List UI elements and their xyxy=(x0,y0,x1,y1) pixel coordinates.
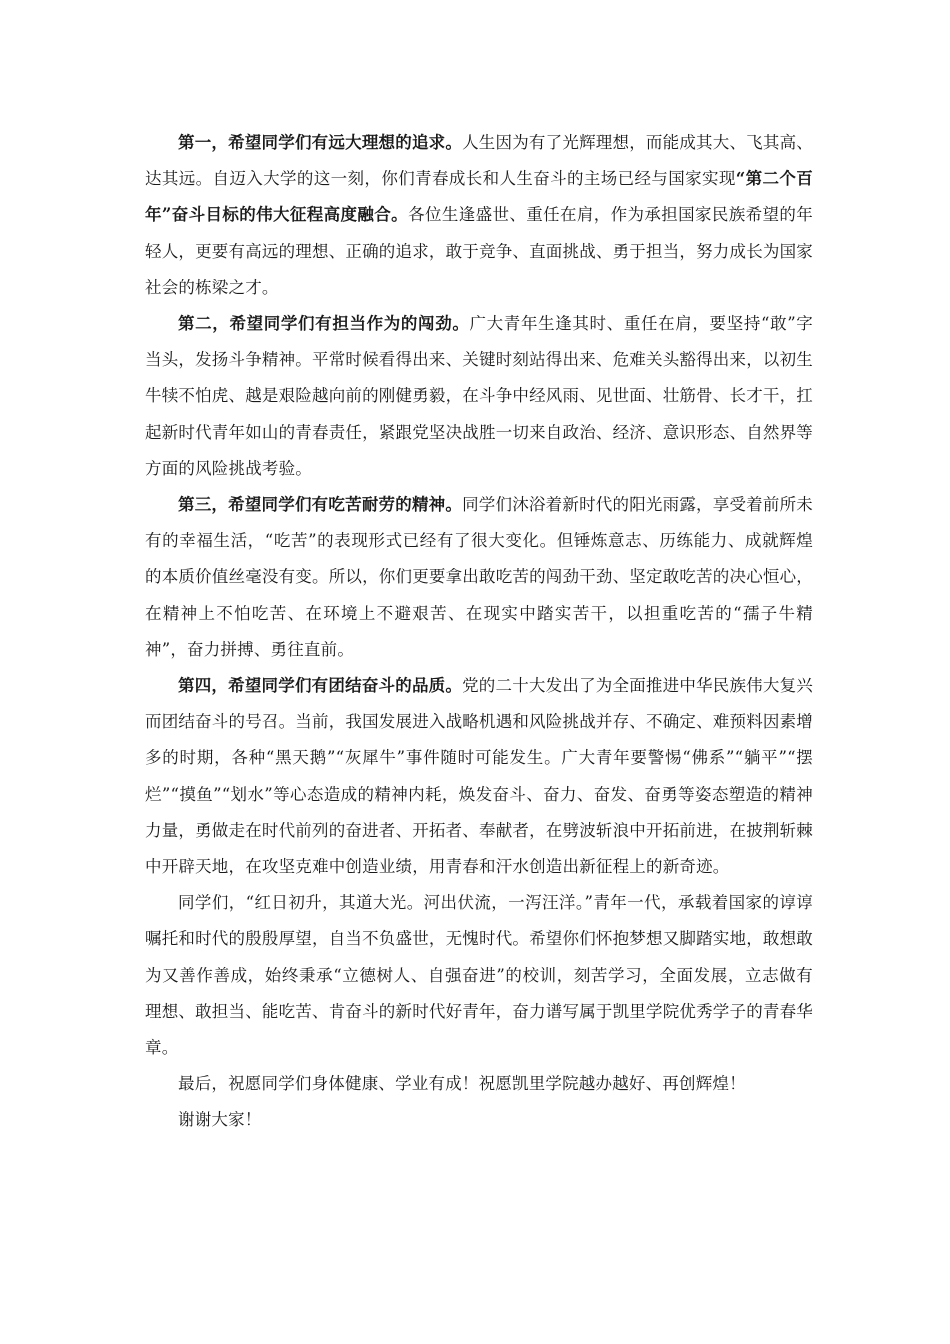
paragraph-second xyxy=(145,306,813,487)
paragraph-third xyxy=(145,487,813,668)
paragraph-text: 同学们，“红日初升，其道大光。河出伏流，一泻汪洋。”青年一代，承载着国家的谆谆嘱托和时代的殷殷厚望，自当不负盛世，无愧时代。希望你们怀抱梦想又脚踏实地，敢想敢为又善作善成，始终秉承“立德树人、自强奋进”的校训，刻苦学习，全面发展，立志做有理想、敢担当、能吃苦、肯奋斗的新时代好青年，奋力谱写属于凯里学院优秀学子的青春华章。 xyxy=(145,893,813,1058)
paragraph-text: 党的二十大发出了为全面推进中华民族伟大复兴而团结奋斗的号召。当前，我国发展进入战略机遇和风险挑战并存、不确定、难预料因素增多的时期，各种“黑天鹅”“灰犀牛”事件随时可能发生。广大青年要警惕“佛系”“躺平”“摆烂”“摸鱼”“划水”等心态造成的精神内耗，焕发奋斗、奋力、奋发、奋勇等姿态塑造的精神力量，勇做走在时代前列的奋进者、开拓者、奉献者，在劈波斩浪中开拓前进，在披荆斩棘中开辟天地，在攻坚克难中创造业绩，用青春和汗水创造出新征程上的新奇迹。 xyxy=(145,676,814,877)
paragraph-text: 各位生逢盛世、重任在肩，作为承担国家民族希望的年轻人，更要有高远的理想、正确的追求，敢于竞争、直面挑战、勇于担当，努力成长为国家社会的栋梁之才。 xyxy=(145,205,813,297)
paragraph-text: 谢谢大家！ xyxy=(178,1110,262,1130)
paragraph-heading: 第四，希望同学们有团结奋斗的品质。 xyxy=(178,676,463,696)
paragraph-heading: 第二，希望同学们有担当作为的闯劲。 xyxy=(178,314,470,334)
paragraph-fourth xyxy=(145,668,813,885)
paragraph-wishes xyxy=(145,1066,813,1102)
paragraph-text: 广大青年生逢其时、重任在肩，要坚持“敢”字当头，发扬斗争精神。平常时候看得出来、关键时刻站得出来、危难关头豁得出来，以初生牛犊不怕虎、越是艰险越向前的刚健勇毅，在斗争中经风雨、见世面、壮筋骨、长才干，扛起新时代青年如山的青春责任，紧跟党坚决战胜一切来自政治、经济、意识形态、自然界等方面的风险挑战考验。 xyxy=(145,314,813,478)
paragraph-text: 最后，祝愿同学们身体健康、学业有成！祝愿凯里学院越办越好、再创辉煌！ xyxy=(178,1074,746,1094)
paragraph-text: 同学们沐浴着新时代的阳光雨露，享受着前所未有的幸福生活，“吃苦”的表现形式已经有了很大变化。但锤炼意志、历练能力、成就辉煌的本质价值丝毫没有变。所以，你们更要拿出敢吃苦的闯劲干劲、坚定敢吃苦的决心恒心，在精神上不怕吃苦、在环境上不避艰苦、在现实中踏实苦干，以担重吃苦的“孺子牛精神”，奋力拼搏、勇往直前。 xyxy=(145,495,814,659)
document-body xyxy=(145,125,813,1139)
paragraph-first xyxy=(145,125,813,306)
paragraph-text: 人生因为有了光辉理想，而能成其大、飞其高、达其远。自迈入大学的这一刻，你们青春成长和人生奋斗的主场已经与国家实现 xyxy=(145,133,814,189)
paragraph-emphasis: “第二个百年”奋斗目标的伟大征程高度融合。 xyxy=(145,169,814,225)
paragraph-heading: 第一，希望同学们有远大理想的追求。 xyxy=(178,133,463,152)
paragraph-thanks xyxy=(145,1102,813,1138)
paragraph-closing xyxy=(145,885,813,1066)
paragraph-heading: 第三，希望同学们有吃苦耐劳的精神。 xyxy=(178,495,463,515)
